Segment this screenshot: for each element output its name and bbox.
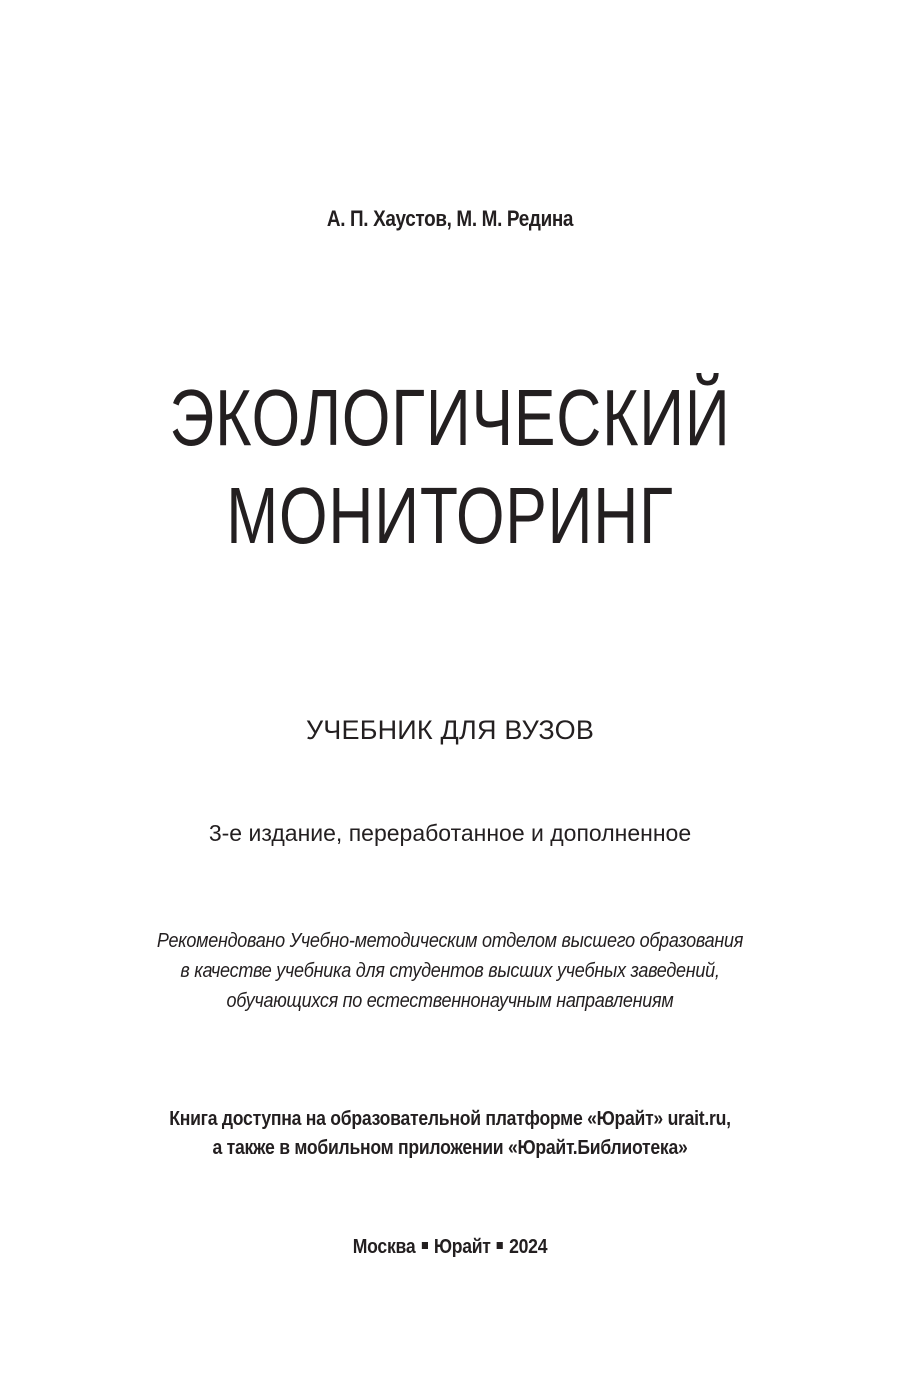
imprint-city: Москва <box>352 1236 416 1258</box>
book-title-line-1: ЭКОЛОГИЧЕСКИЙ <box>169 373 731 462</box>
recommendation-line-3: обучающихся по естественнонаучным направлениям <box>226 990 674 1012</box>
document-type: УЧЕБНИК ДЛЯ ВУЗОВ <box>305 715 595 745</box>
availability-line-1: Книга доступна на образовательной платформе «Юрайт» urait.ru, <box>169 1108 731 1130</box>
imprint <box>54 1236 846 1259</box>
recommendation-line-2: в качестве учебника для студентов высших учебных заведений, <box>180 960 720 982</box>
book-title-line-2: МОНИТОРИНГ <box>226 471 674 560</box>
availability-line-2: а также в мобильном приложении «Юрайт.Библиотека» <box>212 1137 688 1159</box>
authors: А. П. Хаустов, М. М. Редина <box>326 206 574 231</box>
imprint-publisher: Юрайт <box>433 1236 491 1258</box>
separator-square-icon <box>497 1242 503 1249</box>
edition-note: 3-е издание, переработанное и дополненное <box>208 820 692 846</box>
recommendation-line-1: Рекомендовано Учебно-методическим отделом высшего образования <box>156 930 744 952</box>
separator-square-icon <box>422 1242 428 1249</box>
imprint-year: 2024 <box>509 1236 548 1258</box>
